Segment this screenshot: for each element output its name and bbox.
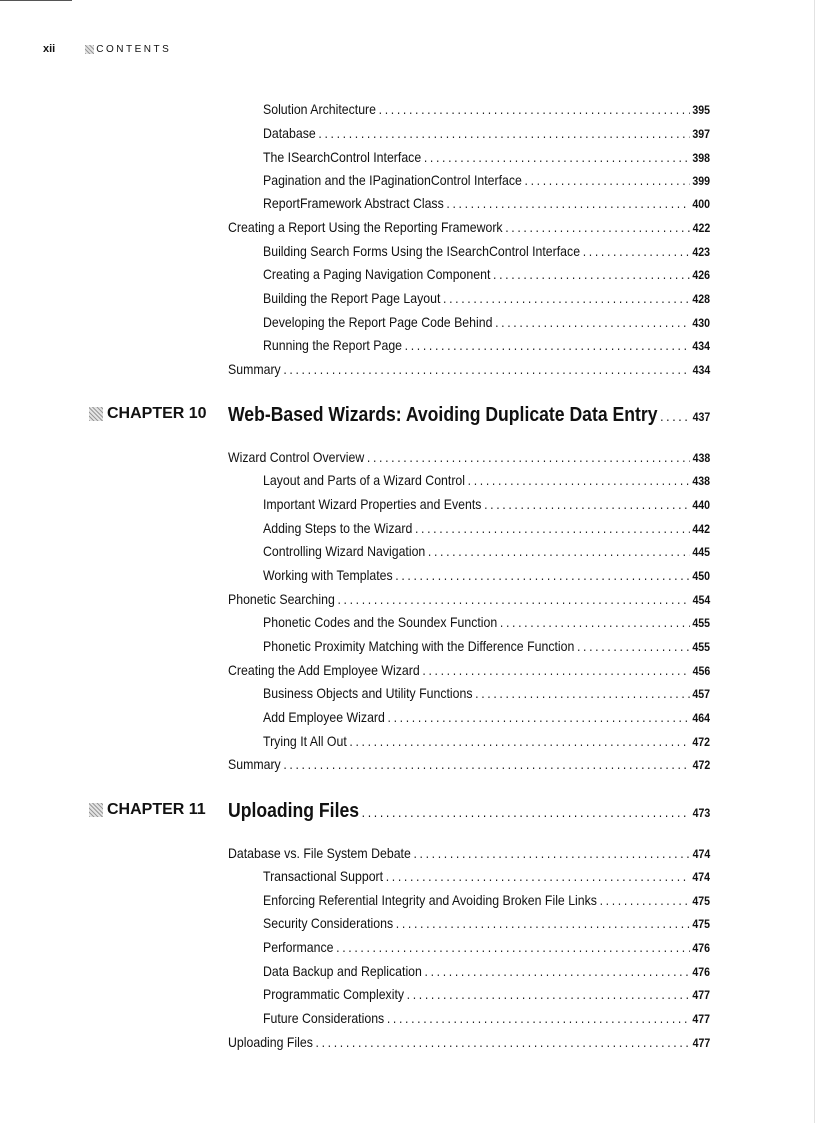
toc-entry[interactable]: Controlling Wizard Navigation ..... 445 [263, 541, 710, 561]
chapter-label: CHAPTER 11 [89, 801, 228, 819]
toc-entry[interactable]: Running the Report Page ..... 434 [263, 335, 710, 355]
chapter-mark-icon [89, 803, 103, 817]
toc-entry[interactable]: Database ..... 397 [263, 123, 710, 143]
toc-entry[interactable]: Layout and Parts of a Wizard Control ..... 438 [263, 470, 710, 490]
toc-entry[interactable]: Phonetic Codes and the Soundex Function ..... 455 [263, 612, 710, 632]
toc-entry[interactable]: Uploading Files ..... 477 [228, 1032, 710, 1052]
chapter-10-heading[interactable] [89, 404, 776, 432]
chapter-11-heading[interactable] [89, 800, 776, 828]
toc-entry[interactable]: Summary ..... 434 [228, 359, 710, 379]
toc-entry[interactable]: Important Wizard Properties and Events ..... 440 [263, 494, 710, 514]
toc-entry[interactable]: Creating the Add Employee Wizard ..... 456 [228, 660, 710, 680]
chapter-page: 473 [692, 806, 711, 820]
toc-entry[interactable]: Business Objects and Utility Functions ..... 457 [263, 683, 710, 703]
toc-entry[interactable]: Programmatic Complexity ..... 477 [263, 984, 710, 1004]
toc-entry[interactable]: Database vs. File System Debate ..... 474 [228, 843, 710, 863]
toc-entry[interactable]: Trying It All Out ..... 472 [263, 731, 710, 751]
toc-entry[interactable]: ReportFramework Abstract Class ..... 400 [263, 193, 710, 213]
toc-entry[interactable]: Future Considerations ..... 477 [263, 1008, 710, 1028]
toc-entry[interactable]: Phonetic Searching ..... 454 [228, 589, 710, 609]
toc-entry[interactable]: Performance ..... 476 [263, 937, 710, 957]
chapter-title: Web-Based Wizards: Avoiding Duplicate Data Entry [228, 404, 658, 426]
toc-entry[interactable]: Transactional Support ..... 474 [263, 866, 710, 886]
toc-entry[interactable]: The ISearchControl Interface ..... 398 [263, 147, 710, 167]
toc-entry[interactable]: Wizard Control Overview ..... 438 [228, 447, 710, 467]
running-title: CONTENTS [96, 43, 172, 55]
toc-entry[interactable]: Security Considerations ..... 475 [263, 913, 710, 933]
chapter-label: CHAPTER 10 [89, 405, 228, 423]
toc-entry[interactable]: Building Search Forms Using the ISearchControl Interface ..... 423 [263, 241, 710, 261]
toc-entry[interactable]: Working with Templates ..... 450 [263, 565, 710, 585]
page-number: xii [43, 43, 56, 55]
toc-entry[interactable]: Phonetic Proximity Matching with the Difference Function ..... 455 [263, 636, 710, 656]
toc-entry[interactable]: Adding Steps to the Wizard ..... 442 [263, 518, 710, 538]
chapter-title: Uploading Files [228, 800, 360, 822]
toc-entry[interactable]: Creating a Paging Navigation Component ..... 426 [263, 264, 710, 284]
toc-entry[interactable]: Data Backup and Replication ..... 476 [263, 961, 710, 981]
toc-entry[interactable]: Developing the Report Page Code Behind ..... 430 [263, 312, 710, 332]
toc-entry[interactable]: Solution Architecture ..... 395 [263, 99, 710, 119]
toc-entry[interactable]: Pagination and the IPaginationControl Interface ..... 399 [263, 170, 710, 190]
toc-entry[interactable]: Creating a Report Using the Reporting Framework ..... 422 [228, 217, 710, 237]
chapter-page: 437 [692, 410, 711, 424]
chapter-mark-icon [89, 407, 103, 421]
toc-entry[interactable]: Building the Report Page Layout ..... 428 [263, 288, 710, 308]
toc-entry[interactable]: Add Employee Wizard ..... 464 [263, 707, 710, 727]
toc-entry[interactable]: Enforcing Referential Integrity and Avoiding Broken File Links ..... 475 [263, 890, 710, 910]
toc-entry[interactable]: Summary ..... 472 [228, 754, 710, 774]
